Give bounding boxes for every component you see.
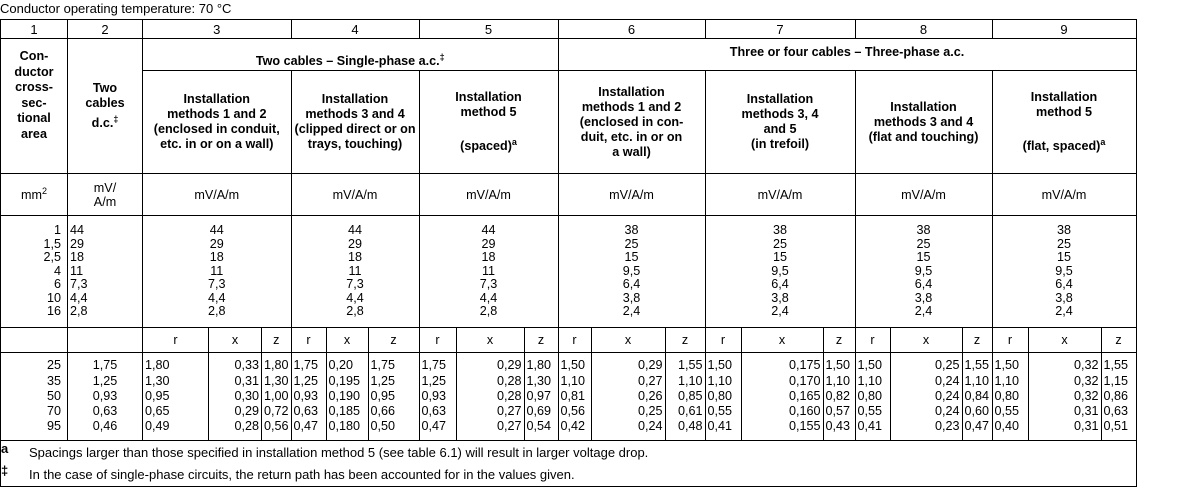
column-number-2: 2	[68, 20, 143, 39]
column-number-5: 5	[419, 20, 558, 39]
col9-values-upper: 38 25 15 9,5 6,4 3,8 2,4	[992, 216, 1136, 328]
col5-values-upper: 44 29 18 11 7,3 4,4 2,8	[419, 216, 558, 328]
unit-col4: mV/A/m	[291, 174, 419, 216]
header-two-cables-dc-text: Two cables d.c.	[85, 80, 125, 130]
rxz-z: z	[665, 328, 705, 353]
col3-r-values: 1,80 1,30 0,95 0,65 0,49	[143, 353, 209, 441]
rxz-x: x	[209, 328, 262, 353]
col9-r-values: 1,50 1,10 0,80 0,55 0,40	[992, 353, 1028, 441]
header-col5-text: Installation method 5 (spaced)	[455, 89, 522, 154]
header-col5	[419, 71, 558, 174]
rxz-x: x	[456, 328, 524, 353]
rxz-empty	[1, 328, 68, 353]
column-number-1: 1	[1, 20, 68, 39]
table-caption	[0, 0, 231, 17]
col6-x-values: 0,29 0,27 0,26 0,25 0,24	[591, 353, 665, 441]
header-col9-text: Installation method 5 (flat, spaced)	[1022, 89, 1101, 154]
col7-x-values: 0,175 0,170 0,165 0,160 0,155	[741, 353, 823, 441]
col3-x-values: 0,33 0,31 0,30 0,29 0,28	[209, 353, 262, 441]
column-number-7: 7	[705, 20, 855, 39]
double-dagger-mark: ‡	[439, 51, 445, 62]
footnote-a-mark: a	[1, 440, 9, 456]
column-number-6: 6	[558, 20, 705, 39]
header-col6: Installation methods 1 and 2 (enclosed in con- duit, etc. in or on a wall)	[558, 71, 705, 174]
rxz-row	[1, 328, 1137, 353]
rxz-r: r	[419, 328, 456, 353]
rxz-z: z	[962, 328, 992, 353]
rxz-z: z	[368, 328, 419, 353]
footnote-double-dagger-text: In the case of single-phase circuits, the return path has been accounted for in the values given.	[29, 466, 575, 482]
footnote-double-dagger	[1, 462, 1134, 486]
col9-z-values: 1,55 1,15 0,86 0,63 0,51	[1101, 353, 1136, 441]
col5-z-values: 1,80 1,30 0,97 0,69 0,54	[524, 353, 558, 441]
col5-x-values: 0,29 0,28 0,28 0,27 0,27	[456, 353, 524, 441]
col7-r-values: 1,50 1,10 0,80 0,55 0,41	[705, 353, 741, 441]
col7-values-upper: 38 25 15 9,5 6,4 3,8 2,4	[705, 216, 855, 328]
lower-values-row	[1, 353, 1137, 441]
installation-header-row	[1, 71, 1137, 174]
group-header-row	[1, 39, 1137, 71]
col8-x-values: 0,25 0,24 0,24 0,24 0,23	[890, 353, 962, 441]
header-col9	[992, 71, 1136, 174]
rxz-x: x	[741, 328, 823, 353]
units-row	[1, 174, 1137, 216]
caption-text: Conductor operating temperature: 70	[0, 1, 214, 16]
col4-z-values: 1,75 1,25 0,95 0,66 0,50	[368, 353, 419, 441]
column-number-3: 3	[143, 20, 292, 39]
unit-area	[1, 174, 68, 216]
column-number-row	[1, 20, 1137, 39]
unit-col2: mV/ A/m	[68, 174, 143, 216]
footnote-a-mark: a	[511, 136, 517, 147]
group-two-cables	[143, 39, 559, 71]
header-two-cables-dc	[68, 39, 143, 174]
col4-values-upper: 44 29 18 11 7,3 4,4 2,8	[291, 216, 419, 328]
col9-x-values: 0,32 0,32 0,32 0,31 0,31	[1028, 353, 1101, 441]
unit-area-sup: 2	[41, 186, 47, 197]
rxz-z: z	[524, 328, 558, 353]
rxz-x: x	[591, 328, 665, 353]
col8-values-upper: 38 25 15 9,5 6,4 3,8 2,4	[855, 216, 992, 328]
header-col7: Installation methods 3, 4 and 5 (in trefoil)	[705, 71, 855, 174]
footnotes-row	[1, 441, 1137, 487]
col3-z-values: 1,80 1,30 1,00 0,72 0,56	[262, 353, 292, 441]
area-values-upper: 1 1,5 2,5 4 6 10 16	[1, 216, 68, 328]
unit-col8: mV/A/m	[855, 174, 992, 216]
col3-values-upper: 44 29 18 11 7,3 4,4 2,8	[143, 216, 292, 328]
rxz-x: x	[1028, 328, 1101, 353]
col4-r-values: 1,75 1,25 0,93 0,63 0,47	[291, 353, 326, 441]
voltage-drop-table	[0, 19, 1137, 487]
unit-col9: mV/A/m	[992, 174, 1136, 216]
col8-z-values: 1,55 1,10 0,84 0,60 0,47	[962, 353, 992, 441]
header-col4: Installation methods 3 and 4 (clipped direct or on trays, touching)	[291, 71, 419, 174]
unit-area-text: mm	[21, 188, 42, 203]
double-dagger-mark: ‡	[113, 113, 119, 124]
group-three-four-cables: Three or four cables – Three-phase a.c.	[558, 39, 1136, 71]
column-number-9: 9	[992, 20, 1136, 39]
footnotes	[1, 441, 1137, 487]
group-two-cables-text: Two cables – Single-phase a.c.	[255, 54, 440, 68]
rxz-z: z	[1101, 328, 1136, 353]
col6-r-values: 1,50 1,10 0,81 0,56 0,42	[558, 353, 591, 441]
rxz-r: r	[143, 328, 209, 353]
unit-col5: mV/A/m	[419, 174, 558, 216]
rxz-r: r	[855, 328, 890, 353]
footnote-a-text: Spacings larger than those specified in installation method 5 (see table 6.1) will result in larger voltage drop.	[29, 444, 649, 460]
col4-x-values: 0,20 0,195 0,190 0,185 0,180	[326, 353, 368, 441]
rxz-empty	[68, 328, 143, 353]
area-values-lower: 25 35 50 70 95	[1, 353, 68, 441]
col8-r-values: 1,50 1,10 0,80 0,55 0,41	[855, 353, 890, 441]
col2-values-upper: 44 29 18 11 7,3 4,4 2,8	[68, 216, 143, 328]
rxz-r: r	[992, 328, 1028, 353]
col6-values-upper: 38 25 15 9,5 6,4 3,8 2,4	[558, 216, 705, 328]
caption-unit: °C	[216, 1, 232, 16]
rxz-r: r	[291, 328, 326, 353]
col7-z-values: 1,50 1,10 0,82 0,57 0,43	[823, 353, 855, 441]
rxz-z: z	[262, 328, 292, 353]
footnote-a-mark: a	[1100, 136, 1106, 147]
rxz-r: r	[705, 328, 741, 353]
header-cross-sectional-area: Con- ductor cross- sec- tional area	[1, 39, 68, 174]
footnote-a	[1, 440, 1134, 464]
column-number-8: 8	[855, 20, 992, 39]
col2-values-lower: 1,75 1,25 0,93 0,63 0,46	[68, 353, 143, 441]
column-number-4: 4	[291, 20, 419, 39]
col5-r-values: 1,75 1,25 0,93 0,63 0,47	[419, 353, 456, 441]
rxz-x: x	[326, 328, 368, 353]
rxz-r: r	[558, 328, 591, 353]
unit-col6: mV/A/m	[558, 174, 705, 216]
unit-col7: mV/A/m	[705, 174, 855, 216]
header-col3: Installation methods 1 and 2 (enclosed in conduit, etc. in or on a wall)	[143, 71, 292, 174]
col6-z-values: 1,55 1,10 0,85 0,61 0,48	[665, 353, 705, 441]
header-col8: Installation methods 3 and 4 (flat and touching)	[855, 71, 992, 174]
footnote-double-dagger-mark: ‡	[1, 462, 9, 478]
upper-values-row	[1, 216, 1137, 328]
rxz-z: z	[823, 328, 855, 353]
rxz-x: x	[890, 328, 962, 353]
unit-col3: mV/A/m	[143, 174, 292, 216]
